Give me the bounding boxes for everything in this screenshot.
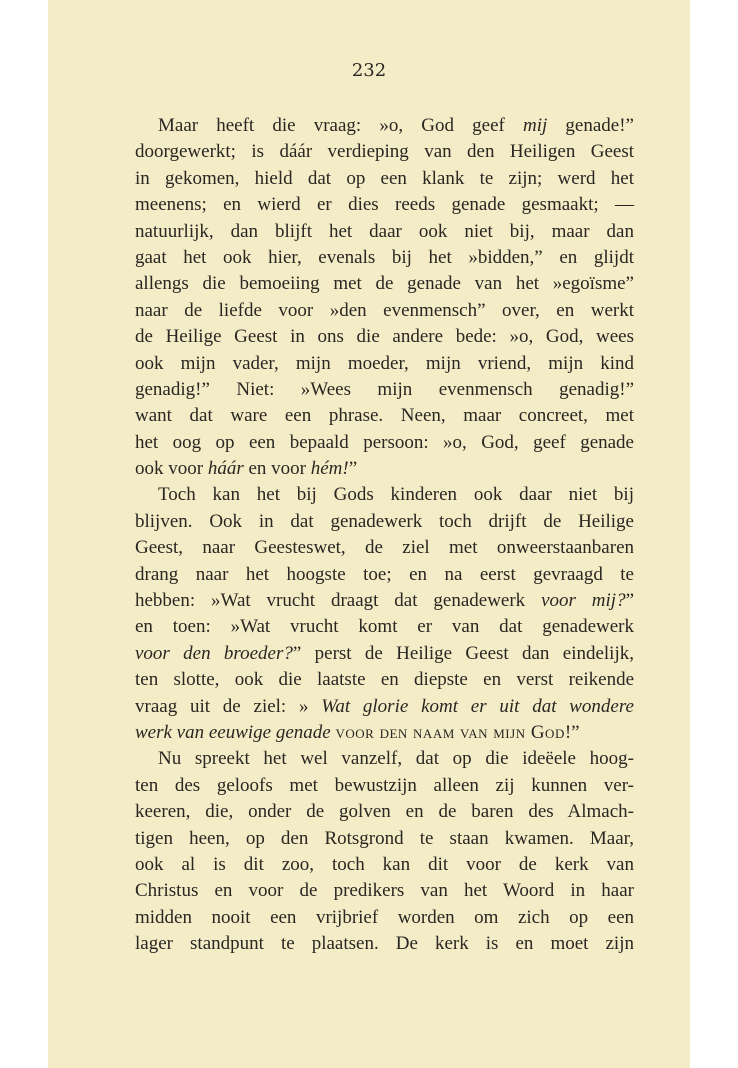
text-segment: genadig!” Niet: »Wees mijn evenmensch genadig!” xyxy=(135,378,634,400)
text-line xyxy=(135,113,634,139)
text-line xyxy=(135,192,634,218)
text-line xyxy=(135,852,634,878)
italic-text: voor mij? xyxy=(541,590,626,612)
text-segment: vraag uit de ziel: » xyxy=(135,695,322,717)
text-line xyxy=(135,746,634,772)
body-text xyxy=(135,113,634,958)
text-line xyxy=(135,878,634,904)
text-segment: genade!” xyxy=(547,115,634,136)
text-segment: hebben: »Wat vrucht draagt dat genadewerk xyxy=(135,590,542,612)
text-segment: ook al is dit zoo, toch kan dit voor de kerk van xyxy=(135,853,634,875)
text-segment: ” perst de Heilige Geest dan eindelijk, xyxy=(292,642,634,664)
text-segment: Maar heeft die vraag: »o, God geef xyxy=(158,115,523,136)
text-line xyxy=(135,482,634,508)
text-segment: ten des geloofs met bewustzijn alleen zij kunnen ver- xyxy=(135,774,634,796)
text-line xyxy=(135,403,634,429)
text-segment: tigen heen, op den Rotsgrond te staan kwamen. Maar, xyxy=(135,827,634,849)
text-line xyxy=(135,720,634,746)
text-line xyxy=(135,562,634,588)
text-line xyxy=(135,509,634,535)
text-segment: de Heilige Geest in ons die andere bede: »o, God, wees xyxy=(135,326,634,348)
text-segment: lager standpunt te plaatsen. De kerk is en moet zijn xyxy=(135,933,634,955)
small-caps-text: voor den naam van mijn God xyxy=(335,721,565,743)
text-segment: het oog op een bepaald persoon: »o, God, geef genade xyxy=(135,431,634,453)
text-segment: drang naar het hoogste toe; en na eerst gevraagd te xyxy=(135,563,634,585)
text-line xyxy=(135,905,634,931)
text-line xyxy=(135,641,634,667)
text-segment: doorgewerkt; is dáár verdieping van den Heiligen Geest xyxy=(135,141,634,163)
italic-text: Wat glorie komt er uit dat wondere xyxy=(321,695,634,717)
text-segment: in gekomen, hield dat op een klank te zijn; werd het xyxy=(135,167,634,189)
text-line xyxy=(135,351,634,377)
text-segment: ten slotte, ook die laatste en diepste en verst reikende xyxy=(135,669,634,691)
page-number: 232 xyxy=(351,60,387,81)
text-segment: !” xyxy=(564,721,580,743)
text-segment: en toen: »Wat vrucht komt er van dat genadewerk xyxy=(135,616,634,638)
text-segment: Toch kan het bij Gods kinderen ook daar niet bij xyxy=(158,484,634,506)
text-line xyxy=(135,271,634,297)
text-segment: Nu spreekt het wel vanzelf, dat op die ideëele hoog- xyxy=(158,748,634,770)
text-segment: natuurlijk, dan blijft het daar ook niet bij, maar dan xyxy=(135,220,634,242)
italic-text: werk van eeuwige genade xyxy=(135,721,331,743)
text-segment: keeren, die, onder de golven en de baren des Almach- xyxy=(135,801,634,823)
text-segment: Geest, naar Geesteswet, de ziel met onweerstaanbaren xyxy=(135,537,634,559)
text-segment: ” xyxy=(625,590,635,612)
text-segment: blijven. Ook in dat genadewerk toch drijft de Heilige xyxy=(135,510,634,532)
text-line xyxy=(135,377,634,403)
text-segment: en voor xyxy=(243,458,311,480)
text-line xyxy=(135,588,634,614)
text-line xyxy=(135,298,634,324)
text-line xyxy=(135,324,634,350)
text-line xyxy=(135,826,634,852)
italic-text: háár xyxy=(207,458,244,480)
italic-text: voor den broeder? xyxy=(135,642,293,664)
text-segment: gaat het ook hier, evenals bij het »bidden,” en glijdt xyxy=(135,246,634,268)
text-line xyxy=(135,166,634,192)
text-segment: midden nooit een vrijbrief worden om zich op een xyxy=(135,906,634,928)
text-segment: meenens; en wierd er dies reeds genade gesmaakt; — xyxy=(135,194,634,216)
text-segment: ” xyxy=(348,458,358,480)
text-line xyxy=(135,694,634,720)
text-line xyxy=(135,614,634,640)
text-line xyxy=(135,667,634,693)
text-line xyxy=(135,219,634,245)
italic-text: mij xyxy=(523,115,548,136)
text-segment: naar de liefde voor »den evenmensch” over, en werkt xyxy=(135,299,634,321)
text-line xyxy=(135,799,634,825)
text-line xyxy=(135,245,634,271)
text-segment: ook voor xyxy=(135,458,208,480)
text-segment: Christus en voor de predikers van het Woord in haar xyxy=(135,880,634,902)
text-segment: want dat ware een phrase. Neen, maar concreet, met xyxy=(135,405,634,427)
text-segment: allengs die bemoeiing met de genade van het »egoïsme” xyxy=(135,273,634,295)
text-line xyxy=(135,535,634,561)
text-line xyxy=(135,773,634,799)
text-line xyxy=(135,456,634,482)
text-line xyxy=(135,139,634,165)
italic-text: hém! xyxy=(310,458,349,480)
text-line xyxy=(135,931,634,957)
text-segment: ook mijn vader, mijn moeder, mijn vriend, mijn kind xyxy=(135,352,634,374)
text-line xyxy=(135,430,634,456)
